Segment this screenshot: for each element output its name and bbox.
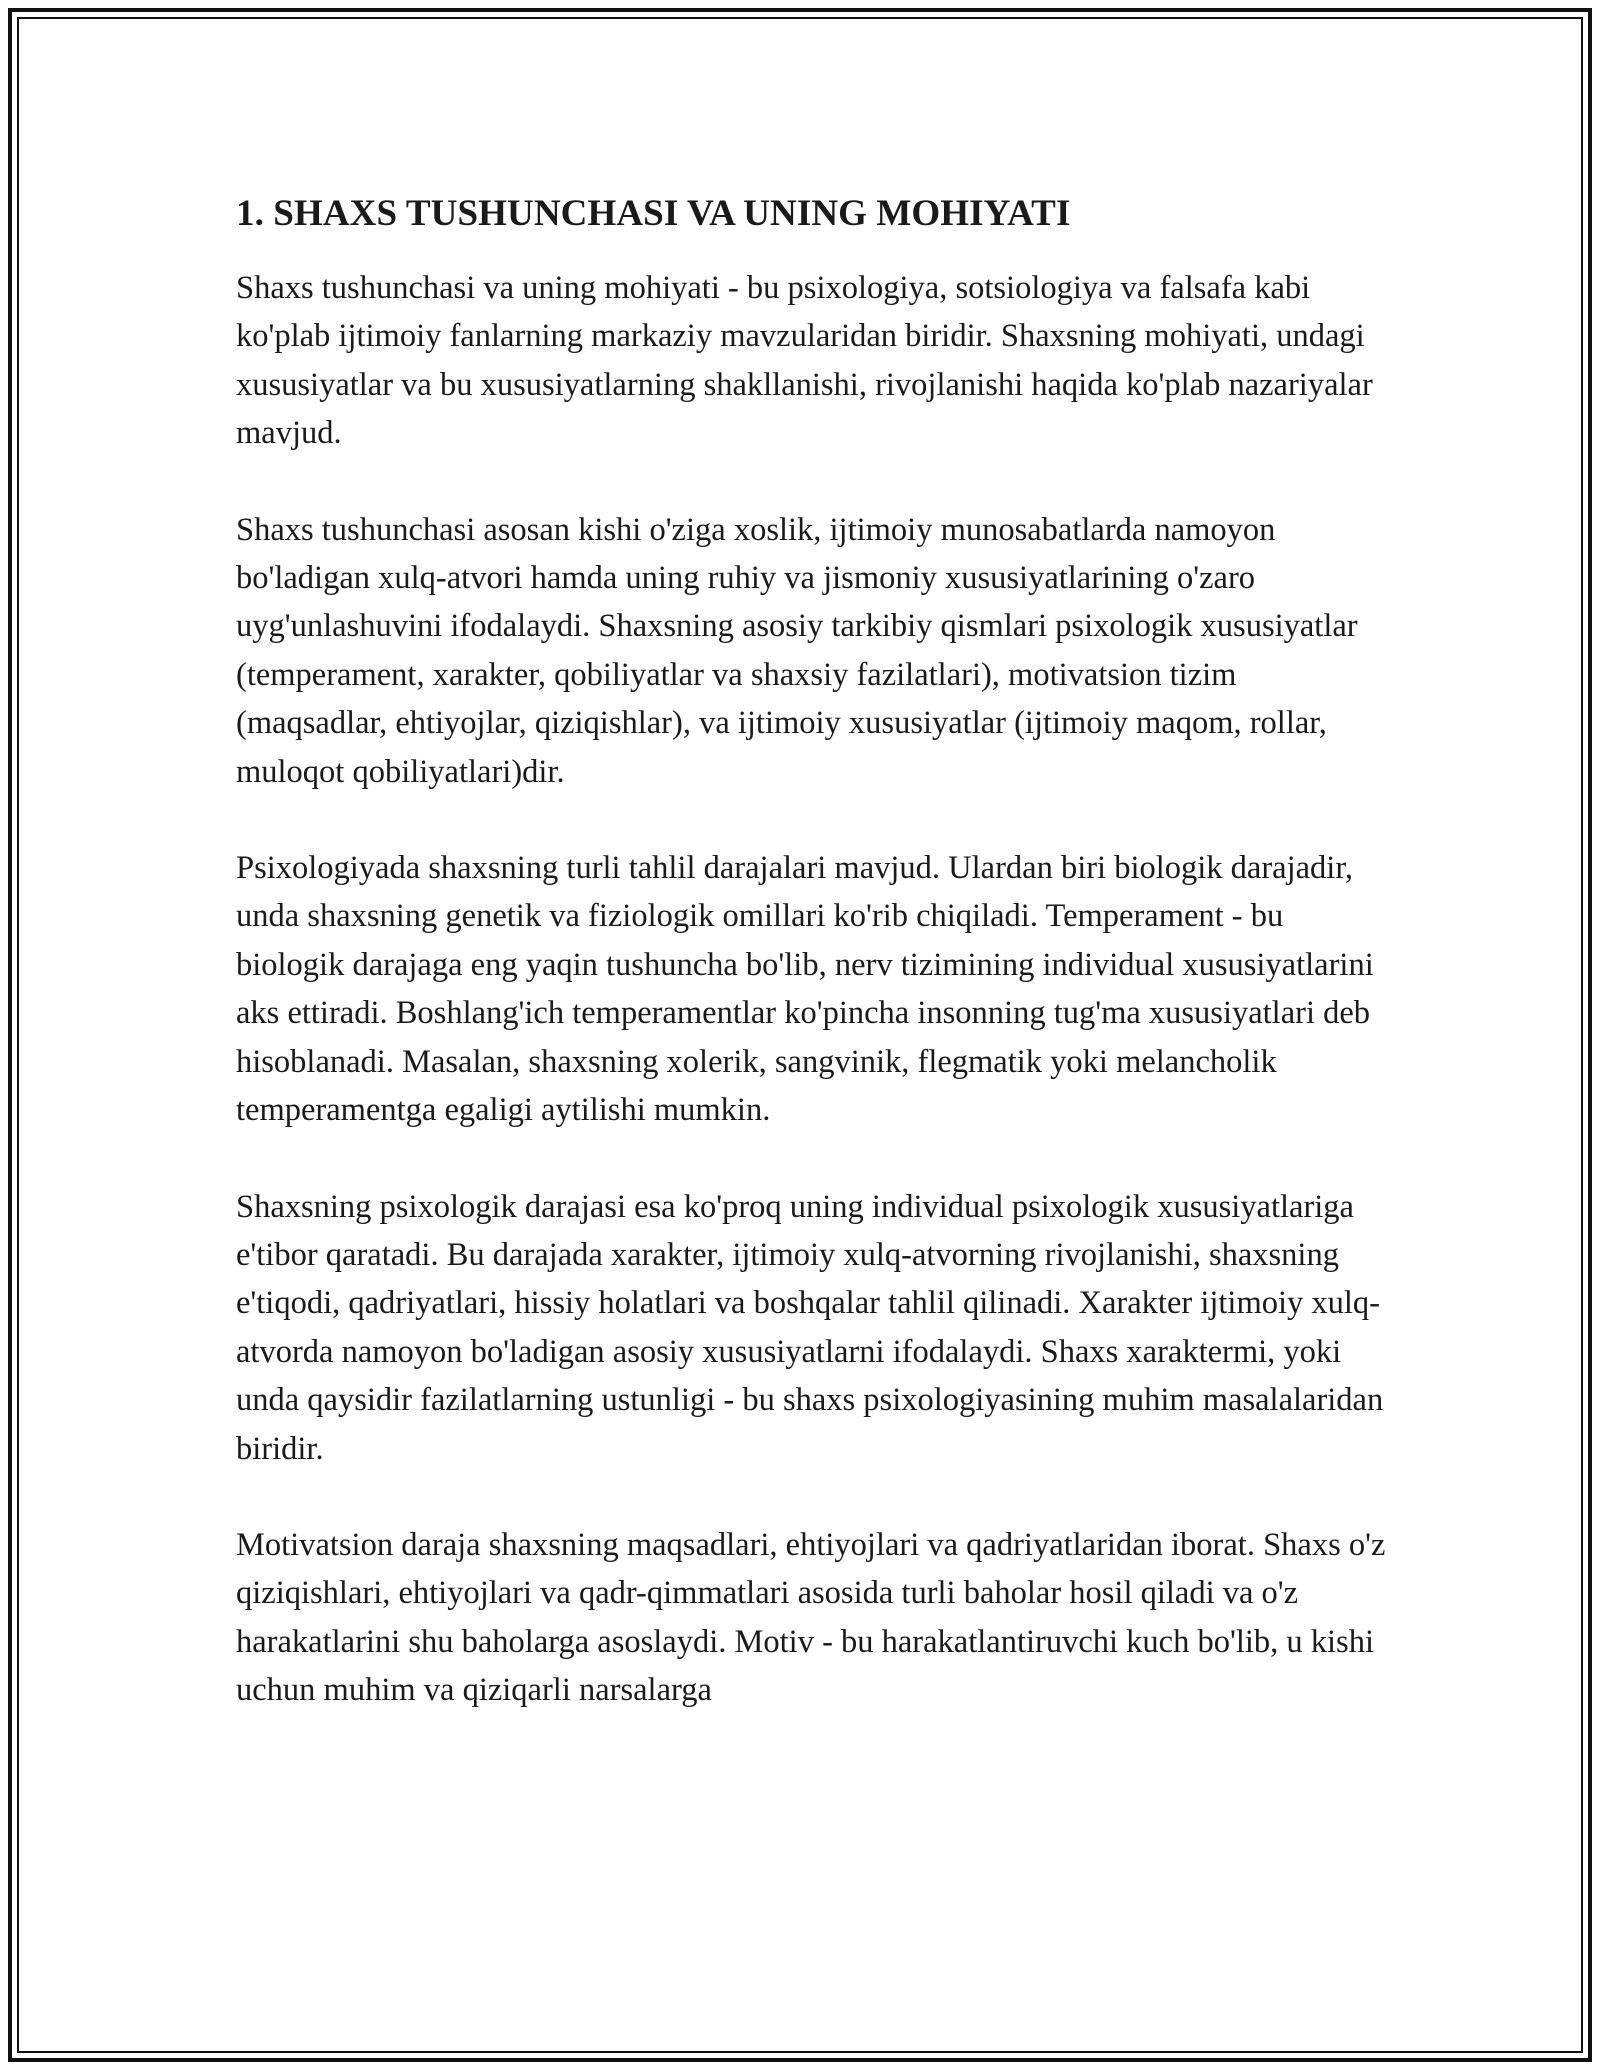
paragraph-3: Psixologiyada shaxsning turli tahlil darajalari mavjud. Ulardan biri biologik darajadir, unda shaxsning genetik va fiziologik omillari ko'rib chiqiladi. Temperament - bu biologik darajaga eng yaqin tushuncha bo'lib, nerv tizimining individual xususiyatlarini aks ettiradi. Boshlang'ich temperamentlar ko'pincha insonning tug'ma xususiyatlari deb hisoblanadi. Masalan, shaxsning xolerik, sangvinik, flegmatik yoki melancholik temperamentga egaligi aytilishi mumkin.: [236, 850, 1374, 1129]
page-title: 1. SHAXS TUSHUNCHASI VA UNING MOHIYATI: [236, 193, 1071, 234]
paragraph-4: Shaxsning psixologik darajasi esa ko'proq uning individual psixologik xususiyatlariga e'tibor qaratadi. Bu darajada xarakter, ijtimoiy xulq-atvorning rivojlanishi, shaxsning e'tiqodi, qadriyatlari, hissiy holatlari va boshqalar tahlil qilinadi. Xarakter ijtimoiy xulq-atvorda namoyon bo'ladigan asosiy xususiyatlarni ifodalaydi. Shaxs xaraktermi, yoki unda qaysidir fazilatlarning ustunligi - bu shaxs psixologiyasining muhim masalalaridan biridir.: [236, 1188, 1384, 1467]
document-body: [236, 186, 1386, 1715]
paragraph-1: Shaxs tushunchasi va uning mohiyati - bu psixologiya, sotsiologiya va falsafa kabi ko'plab ijtimoiy fanlarning markaziy mavzularidan biridir. Shaxsning mohiyati, undagi xususiyatlar va bu xususiyatlarning shakllanishi, rivojlanishi haqida ko'plab nazariyalar mavjud.: [236, 270, 1373, 452]
paragraph-5: Motivatsion daraja shaxsning maqsadlari, ehtiyojlari va qadriyatlaridan iborat. Shaxs o'z qiziqishlari, ehtiyojlari va qadr-qimmatlari asosida turli baholar hosil qiladi va o'z harakatlarini shu baholarga asoslaydi. Motiv - bu harakatlantiruvchi kuch bo'lib, u kishi uchun muhim va qiziqarli narsalarga: [236, 1526, 1386, 1709]
paragraph-2: Shaxs tushunchasi asosan kishi o'ziga xoslik, ijtimoiy munosabatlarda namoyon bo'ladigan xulq-atvori hamda uning ruhiy va jismoniy xususiyatlarining o'zaro uyg'unlashuvini ifodalaydi. Shaxsning asosiy tarkibiy qismlari psixologik xususiyatlar (temperament, xarakter, qobiliyatlar va shaxsiy fazilatlari), motivatsion tizim (maqsadlar, ehtiyojlar, qiziqishlar), va ijtimoiy xususiyatlar (ijtimoiy maqom, rollar, muloqot qobiliyatlari)dir.: [236, 511, 1358, 790]
